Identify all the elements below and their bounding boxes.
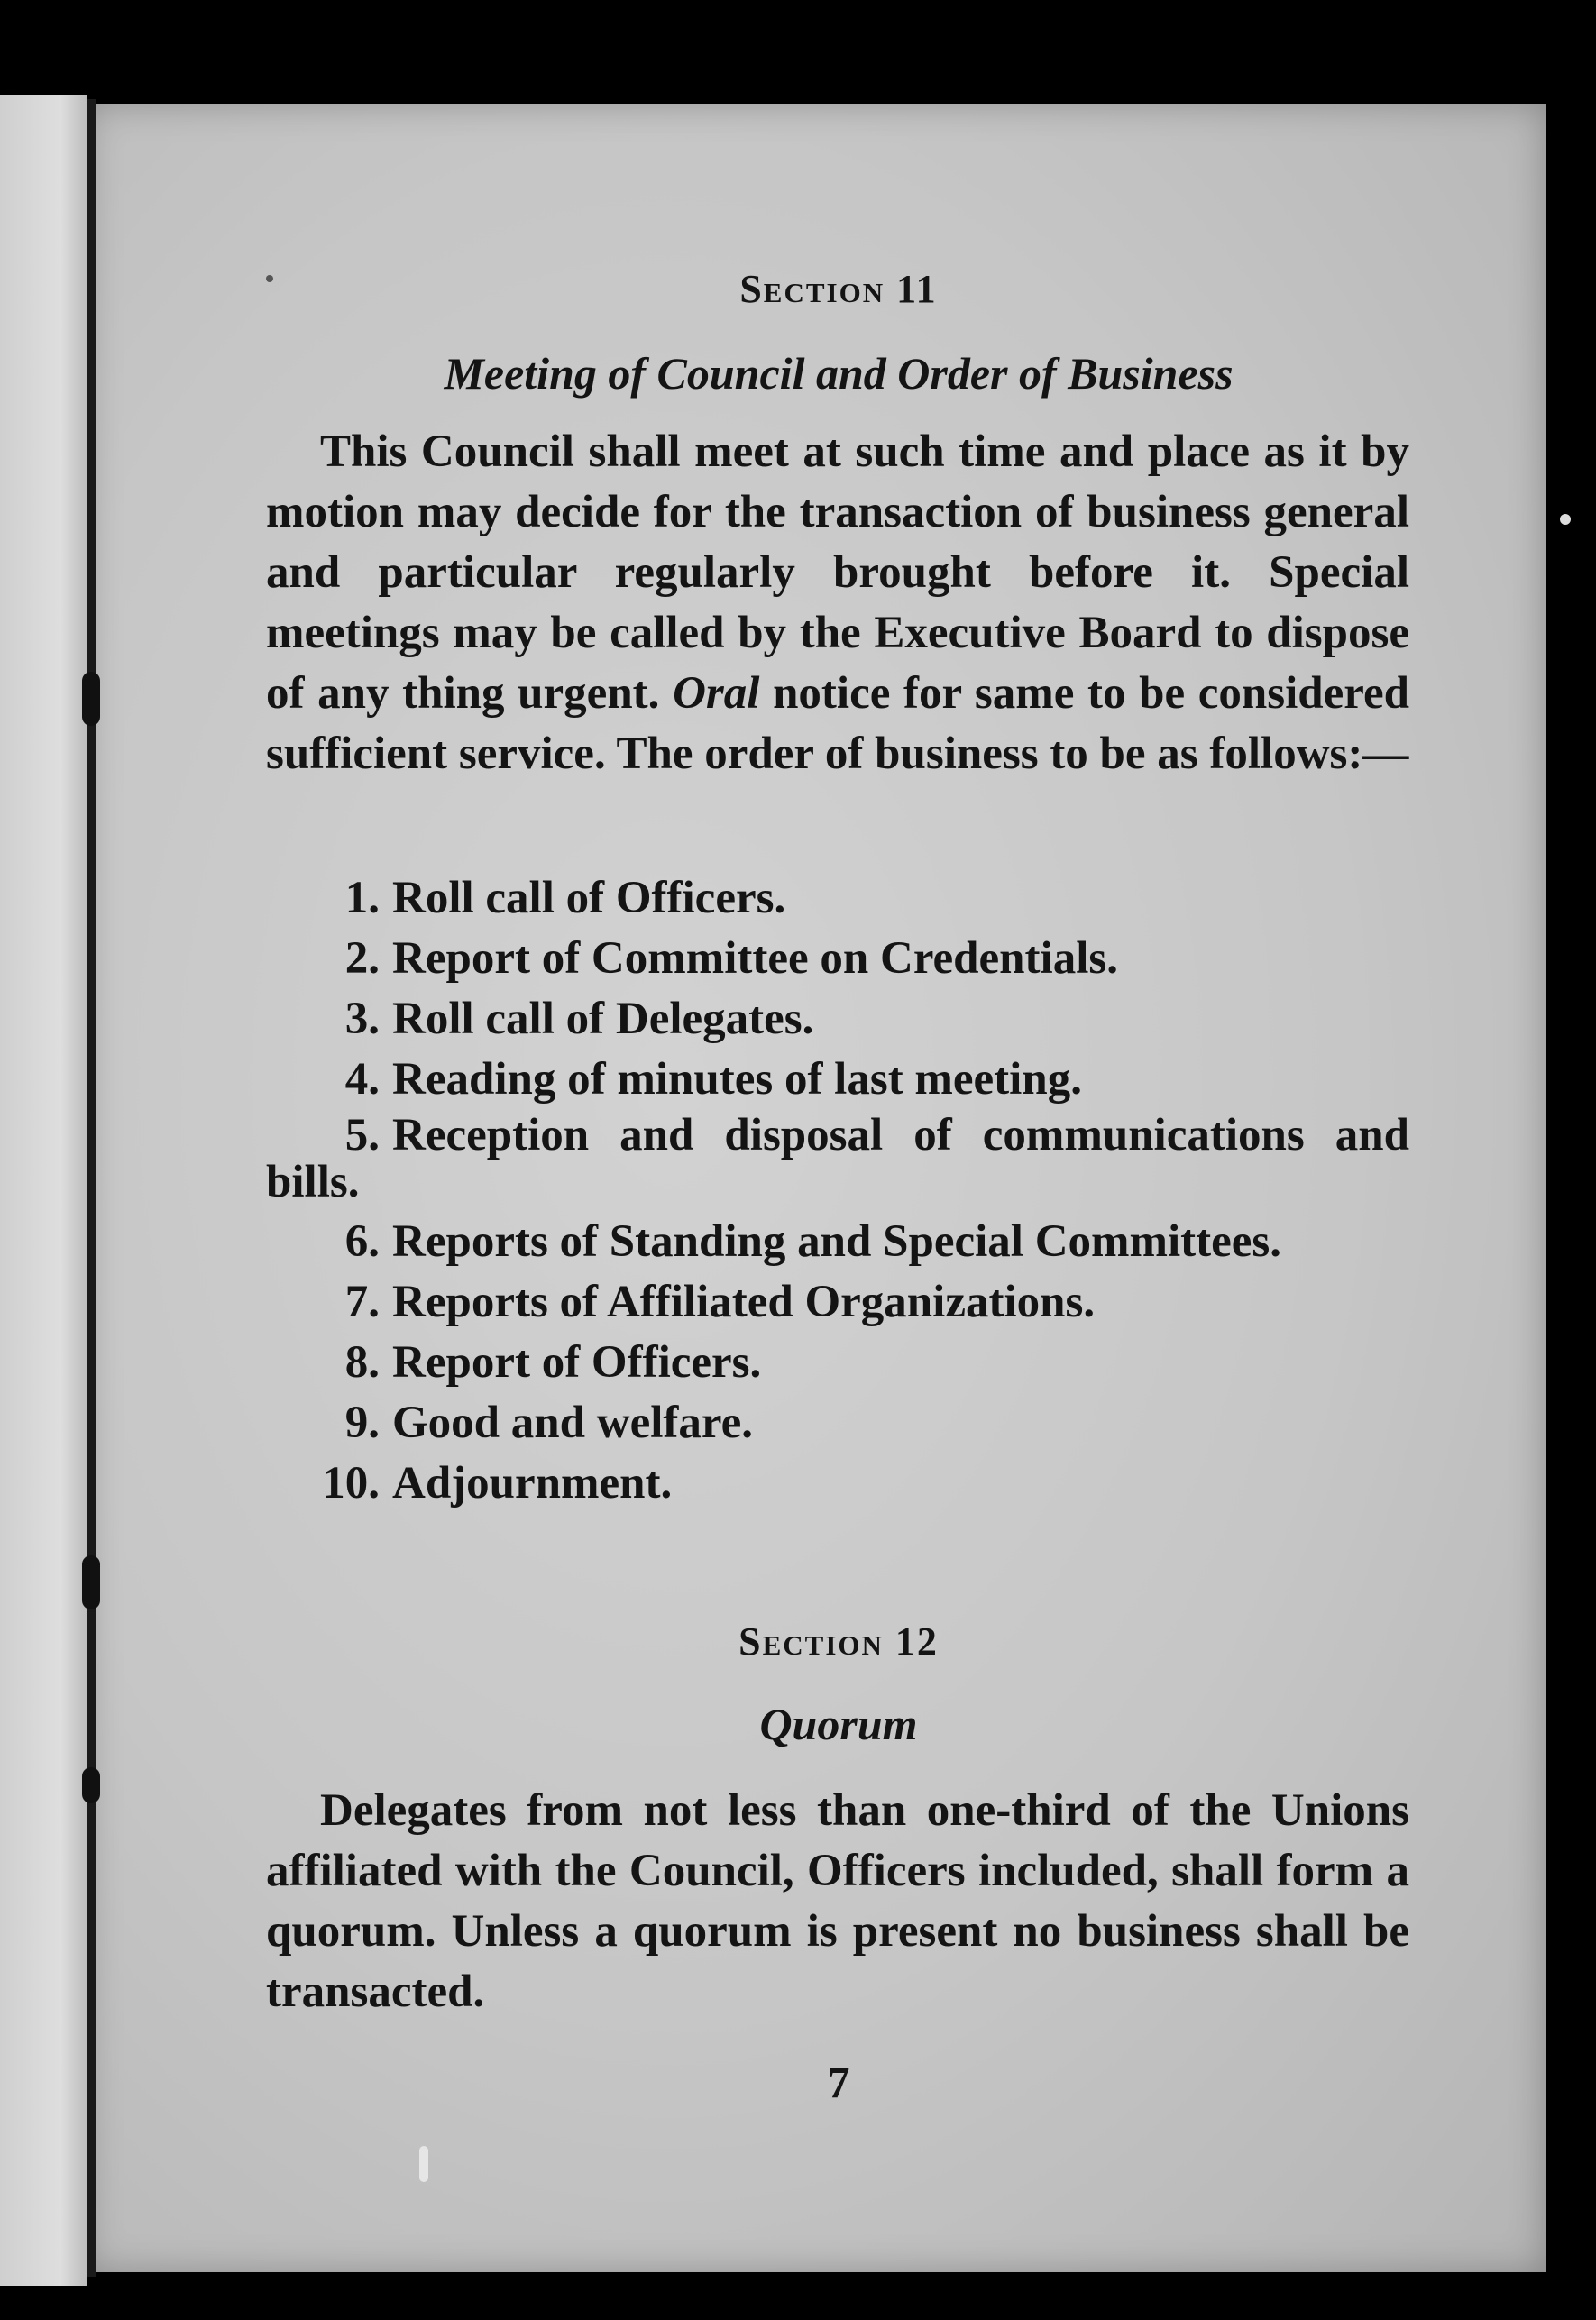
section-11-paragraph-italic: Oral [673, 668, 760, 719]
binding-stitch [82, 672, 100, 726]
list-item-text: Report of Committee on Credentials. [392, 933, 1118, 984]
list-item-text: Good and welfare. [392, 1398, 753, 1448]
list-item [266, 1051, 1409, 1107]
page-number: 7 [827, 2057, 850, 2107]
list-item-number: 3. [344, 994, 380, 1044]
binding-spine [87, 99, 96, 2277]
list-item-number: 8. [344, 1337, 380, 1388]
list-item [266, 1334, 1409, 1390]
list-item-text: Reports of Affiliated Organizations. [392, 1277, 1096, 1327]
section-12-paragraph [266, 1781, 1409, 2022]
section-12-paragraph-text: Delegates from not less than one-third of the Unions affiliated with the Council, Officers included, shall form a quorum. Unless a quorum is present no business shall be transacted. [266, 1785, 1409, 2017]
list-item-number: 6. [344, 1216, 380, 1267]
list-item-number: 7. [344, 1277, 380, 1327]
section-12-heading: Section 12 [738, 1619, 939, 1664]
section-11-paragraph-text-1: This Council shall meet at such time and place as it by motion may decide for the transaction of business general and particular regularly brought before it. Special meetings may be called by the Executive Board to dispose of any thing urgent. [266, 426, 1409, 719]
scan-speck [419, 2146, 428, 2182]
section-11-heading: Section 11 [739, 267, 938, 311]
list-item-number: 4. [344, 1054, 380, 1105]
order-of-business-list [266, 870, 1409, 1516]
list-item-number: 9. [344, 1398, 380, 1448]
list-item-text: Report of Officers. [392, 1337, 762, 1388]
list-item [266, 931, 1409, 986]
list-item-number: 2. [344, 933, 380, 984]
list-item-number: 10. [322, 1458, 380, 1508]
list-item [266, 1395, 1409, 1451]
section-11-subtitle: Meeting of Council and Order of Business [444, 348, 1234, 399]
list-item [266, 870, 1409, 926]
list-item [266, 1274, 1409, 1330]
list-item-text: Reception and disposal of communications and bills. [266, 1110, 1409, 1207]
binding-stitch [82, 1555, 100, 1609]
facing-page-edge [0, 95, 87, 2286]
list-item-text: Reading of minutes of last meeting. [392, 1054, 1082, 1105]
list-item-number: 5. [344, 1110, 380, 1160]
list-item [266, 1455, 1409, 1511]
scan-speck [1560, 514, 1571, 525]
section-11-paragraph-text-2: notice for same to be considered sufficient service. The order of business to be as follows:— [266, 668, 1409, 779]
list-item-text: Adjournment. [392, 1458, 673, 1508]
section-12-subtitle: Quorum [759, 1699, 918, 1749]
list-item-text: Reports of Standing and Special Committees. [392, 1216, 1282, 1267]
list-item [266, 991, 1409, 1047]
list-item [266, 1218, 1409, 1265]
binding-stitch [82, 1767, 100, 1803]
list-item-text: Roll call of Officers. [392, 873, 786, 923]
list-item-number: 1. [344, 873, 380, 923]
list-item-text: Roll call of Delegates. [392, 994, 814, 1044]
list-item [266, 1112, 1409, 1206]
section-11-paragraph [266, 422, 1409, 784]
